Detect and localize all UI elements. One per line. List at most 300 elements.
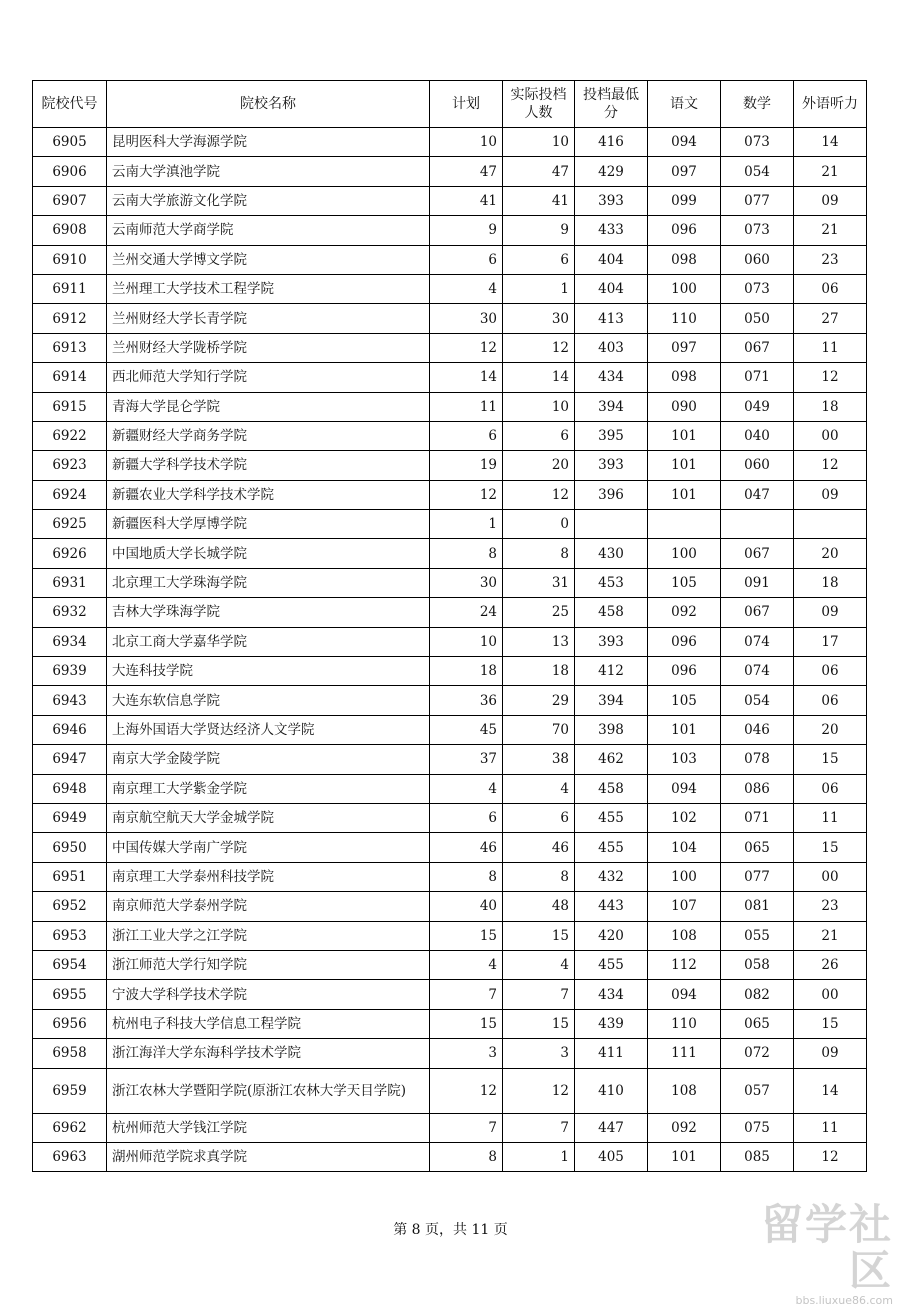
cell-actual-admitted: 46	[503, 833, 575, 862]
cell-school-name: 南京大学金陵学院	[107, 745, 430, 774]
cell-listening: 20	[794, 715, 867, 744]
cell-chinese: 112	[648, 950, 721, 979]
cell-plan: 6	[430, 803, 503, 832]
cell-school-code: 6908	[33, 216, 107, 245]
cell-min-score: 398	[575, 715, 648, 744]
cell-min-score: 443	[575, 892, 648, 921]
cell-school-name: 大连东软信息学院	[107, 686, 430, 715]
cell-plan: 9	[430, 216, 503, 245]
cell-chinese: 108	[648, 1068, 721, 1113]
table-row	[33, 950, 867, 979]
cell-plan: 12	[430, 333, 503, 362]
cell-min-score: 403	[575, 333, 648, 362]
cell-listening: 18	[794, 568, 867, 597]
cell-school-code: 6953	[33, 921, 107, 950]
cell-actual-admitted: 12	[503, 480, 575, 509]
cell-actual-admitted: 20	[503, 451, 575, 480]
cell-min-score: 404	[575, 245, 648, 274]
cell-math: 071	[721, 803, 794, 832]
cell-school-name: 浙江师范大学行知学院	[107, 950, 430, 979]
cell-chinese: 099	[648, 186, 721, 215]
cell-plan: 11	[430, 392, 503, 421]
cell-min-score: 410	[575, 1068, 648, 1113]
cell-chinese: 100	[648, 274, 721, 303]
cell-math: 074	[721, 657, 794, 686]
table-row	[33, 421, 867, 450]
cell-math: 060	[721, 451, 794, 480]
table-row	[33, 216, 867, 245]
cell-listening: 06	[794, 657, 867, 686]
table-row	[33, 657, 867, 686]
cell-math: 065	[721, 833, 794, 862]
table-row	[33, 980, 867, 1009]
table-row	[33, 1113, 867, 1142]
table-row	[33, 1009, 867, 1038]
table-row	[33, 921, 867, 950]
cell-actual-admitted: 38	[503, 745, 575, 774]
cell-math: 073	[721, 274, 794, 303]
cell-min-score: 453	[575, 568, 648, 597]
cell-school-code: 6951	[33, 862, 107, 891]
table-row	[33, 1068, 867, 1113]
cell-actual-admitted: 29	[503, 686, 575, 715]
cell-listening: 06	[794, 774, 867, 803]
cell-actual-admitted: 6	[503, 245, 575, 274]
cell-chinese: 103	[648, 745, 721, 774]
cell-school-name: 西北师范大学知行学院	[107, 363, 430, 392]
cell-min-score: 429	[575, 157, 648, 186]
cell-school-name: 中国地质大学长城学院	[107, 539, 430, 568]
watermark-url: bbs.liuxue86.com	[795, 1294, 893, 1307]
cell-min-score: 458	[575, 774, 648, 803]
cell-plan: 10	[430, 128, 503, 157]
table-row	[33, 304, 867, 333]
cell-school-code: 6925	[33, 510, 107, 539]
cell-actual-admitted: 30	[503, 304, 575, 333]
header-actual-admitted: 实际投档人数	[503, 81, 575, 128]
cell-actual-admitted: 3	[503, 1039, 575, 1068]
cell-chinese: 105	[648, 686, 721, 715]
cell-chinese: 102	[648, 803, 721, 832]
cell-chinese: 096	[648, 627, 721, 656]
cell-math: 054	[721, 686, 794, 715]
cell-chinese: 101	[648, 1142, 721, 1171]
cell-actual-admitted: 12	[503, 1068, 575, 1113]
cell-school-name: 兰州财经大学长青学院	[107, 304, 430, 333]
cell-plan: 46	[430, 833, 503, 862]
table-row	[33, 862, 867, 891]
table-row	[33, 715, 867, 744]
cell-listening: 11	[794, 333, 867, 362]
cell-school-code: 6955	[33, 980, 107, 1009]
cell-actual-admitted: 4	[503, 950, 575, 979]
cell-math: 077	[721, 862, 794, 891]
cell-school-name: 兰州财经大学陇桥学院	[107, 333, 430, 362]
cell-plan: 41	[430, 186, 503, 215]
table-row	[33, 245, 867, 274]
cell-plan: 12	[430, 480, 503, 509]
cell-chinese	[648, 510, 721, 539]
cell-chinese: 094	[648, 980, 721, 1009]
cell-chinese: 110	[648, 1009, 721, 1038]
cell-school-code: 6912	[33, 304, 107, 333]
cell-listening: 20	[794, 539, 867, 568]
cell-min-score: 434	[575, 363, 648, 392]
cell-school-name: 新疆医科大学厚博学院	[107, 510, 430, 539]
cell-plan: 7	[430, 1113, 503, 1142]
cell-actual-admitted: 1	[503, 274, 575, 303]
header-school-code: 院校代号	[33, 81, 107, 128]
cell-school-name: 云南师范大学商学院	[107, 216, 430, 245]
page-footer: 第 8 页，共 11 页	[393, 1222, 508, 1238]
cell-min-score: 404	[575, 274, 648, 303]
cell-listening: 09	[794, 1039, 867, 1068]
cell-school-code: 6924	[33, 480, 107, 509]
cell-listening: 14	[794, 128, 867, 157]
cell-listening	[794, 510, 867, 539]
cell-min-score: 394	[575, 392, 648, 421]
cell-plan: 7	[430, 980, 503, 1009]
cell-math: 057	[721, 1068, 794, 1113]
cell-listening: 12	[794, 363, 867, 392]
cell-min-score: 433	[575, 216, 648, 245]
cell-listening: 23	[794, 245, 867, 274]
cell-school-code: 6932	[33, 598, 107, 627]
cell-plan: 15	[430, 1009, 503, 1038]
cell-actual-admitted: 12	[503, 333, 575, 362]
table-row	[33, 774, 867, 803]
cell-math: 047	[721, 480, 794, 509]
header-school-name: 院校名称	[107, 81, 430, 128]
cell-listening: 09	[794, 598, 867, 627]
table-row	[33, 833, 867, 862]
cell-min-score: 458	[575, 598, 648, 627]
cell-school-name: 昆明医科大学海源学院	[107, 128, 430, 157]
cell-actual-admitted: 14	[503, 363, 575, 392]
cell-chinese: 094	[648, 128, 721, 157]
cell-chinese: 110	[648, 304, 721, 333]
cell-actual-admitted: 15	[503, 1009, 575, 1038]
cell-listening: 15	[794, 1009, 867, 1038]
cell-math: 072	[721, 1039, 794, 1068]
cell-school-code: 6931	[33, 568, 107, 597]
cell-school-code: 6958	[33, 1039, 107, 1068]
table-row	[33, 803, 867, 832]
cell-school-code: 6954	[33, 950, 107, 979]
cell-math: 091	[721, 568, 794, 597]
cell-chinese: 092	[648, 1113, 721, 1142]
cell-min-score	[575, 510, 648, 539]
cell-actual-admitted: 25	[503, 598, 575, 627]
cell-actual-admitted: 8	[503, 539, 575, 568]
table-row	[33, 1039, 867, 1068]
cell-plan: 18	[430, 657, 503, 686]
cell-min-score: 455	[575, 803, 648, 832]
cell-plan: 45	[430, 715, 503, 744]
cell-school-code: 6952	[33, 892, 107, 921]
cell-plan: 19	[430, 451, 503, 480]
cell-listening: 21	[794, 157, 867, 186]
cell-min-score: 396	[575, 480, 648, 509]
cell-min-score: 455	[575, 950, 648, 979]
cell-listening: 11	[794, 803, 867, 832]
cell-listening: 09	[794, 480, 867, 509]
cell-school-code: 6913	[33, 333, 107, 362]
cell-chinese: 107	[648, 892, 721, 921]
cell-school-name: 杭州师范大学钱江学院	[107, 1113, 430, 1142]
cell-min-score: 413	[575, 304, 648, 333]
table-row	[33, 392, 867, 421]
cell-plan: 24	[430, 598, 503, 627]
cell-actual-admitted: 48	[503, 892, 575, 921]
cell-math	[721, 510, 794, 539]
cell-math: 067	[721, 539, 794, 568]
table-row	[33, 333, 867, 362]
cell-listening: 26	[794, 950, 867, 979]
cell-school-code: 6962	[33, 1113, 107, 1142]
cell-min-score: 412	[575, 657, 648, 686]
cell-school-code: 6950	[33, 833, 107, 862]
cell-math: 054	[721, 157, 794, 186]
cell-plan: 15	[430, 921, 503, 950]
cell-school-code: 6943	[33, 686, 107, 715]
table-row	[33, 186, 867, 215]
cell-school-name: 新疆大学科学技术学院	[107, 451, 430, 480]
cell-listening: 12	[794, 451, 867, 480]
cell-listening: 21	[794, 921, 867, 950]
cell-chinese: 096	[648, 216, 721, 245]
cell-school-name: 南京师范大学泰州学院	[107, 892, 430, 921]
cell-actual-admitted: 0	[503, 510, 575, 539]
cell-school-code: 6923	[33, 451, 107, 480]
cell-school-name: 浙江工业大学之江学院	[107, 921, 430, 950]
cell-plan: 8	[430, 862, 503, 891]
cell-school-code: 6959	[33, 1068, 107, 1113]
table-row	[33, 627, 867, 656]
cell-school-name: 北京工商大学嘉华学院	[107, 627, 430, 656]
cell-school-code: 6906	[33, 157, 107, 186]
cell-school-name: 青海大学昆仑学院	[107, 392, 430, 421]
cell-chinese: 108	[648, 921, 721, 950]
cell-school-name: 大连科技学院	[107, 657, 430, 686]
cell-school-code: 6947	[33, 745, 107, 774]
cell-min-score: 394	[575, 686, 648, 715]
cell-school-name: 云南大学旅游文化学院	[107, 186, 430, 215]
cell-plan: 30	[430, 568, 503, 597]
table-row	[33, 128, 867, 157]
cell-school-name: 兰州理工大学技术工程学院	[107, 274, 430, 303]
cell-listening: 11	[794, 1113, 867, 1142]
cell-listening: 21	[794, 216, 867, 245]
cell-school-code: 6911	[33, 274, 107, 303]
cell-listening: 18	[794, 392, 867, 421]
cell-chinese: 097	[648, 157, 721, 186]
cell-plan: 3	[430, 1039, 503, 1068]
cell-chinese: 100	[648, 862, 721, 891]
cell-school-code: 6939	[33, 657, 107, 686]
cell-school-code: 6926	[33, 539, 107, 568]
table-row	[33, 1142, 867, 1171]
cell-chinese: 104	[648, 833, 721, 862]
cell-chinese: 098	[648, 245, 721, 274]
cell-listening: 14	[794, 1068, 867, 1113]
cell-listening: 00	[794, 421, 867, 450]
cell-actual-admitted: 6	[503, 421, 575, 450]
table-row	[33, 451, 867, 480]
cell-plan: 14	[430, 363, 503, 392]
cell-plan: 37	[430, 745, 503, 774]
cell-plan: 8	[430, 1142, 503, 1171]
cell-min-score: 439	[575, 1009, 648, 1038]
cell-min-score: 395	[575, 421, 648, 450]
cell-actual-admitted: 9	[503, 216, 575, 245]
cell-listening: 27	[794, 304, 867, 333]
table-row	[33, 480, 867, 509]
cell-school-name: 上海外国语大学贤达经济人文学院	[107, 715, 430, 744]
cell-school-name: 浙江海洋大学东海科学技术学院	[107, 1039, 430, 1068]
header-chinese: 语文	[648, 81, 721, 128]
table-row	[33, 598, 867, 627]
cell-school-code: 6934	[33, 627, 107, 656]
cell-math: 073	[721, 216, 794, 245]
cell-actual-admitted: 70	[503, 715, 575, 744]
cell-school-code: 6946	[33, 715, 107, 744]
table-row	[33, 892, 867, 921]
cell-math: 058	[721, 950, 794, 979]
cell-plan: 36	[430, 686, 503, 715]
cell-school-code: 6956	[33, 1009, 107, 1038]
cell-school-name: 南京理工大学紫金学院	[107, 774, 430, 803]
cell-plan: 4	[430, 274, 503, 303]
cell-min-score: 393	[575, 186, 648, 215]
cell-actual-admitted: 1	[503, 1142, 575, 1171]
watermark-title: 留学社区	[760, 1200, 893, 1295]
cell-actual-admitted: 31	[503, 568, 575, 597]
cell-plan: 30	[430, 304, 503, 333]
cell-chinese: 096	[648, 657, 721, 686]
watermark-logo	[723, 1200, 893, 1307]
cell-math: 040	[721, 421, 794, 450]
cell-chinese: 100	[648, 539, 721, 568]
cell-min-score: 462	[575, 745, 648, 774]
header-row	[33, 81, 867, 128]
cell-math: 055	[721, 921, 794, 950]
cell-math: 071	[721, 363, 794, 392]
cell-school-code: 6948	[33, 774, 107, 803]
cell-math: 046	[721, 715, 794, 744]
cell-plan: 10	[430, 627, 503, 656]
cell-min-score: 416	[575, 128, 648, 157]
cell-actual-admitted: 10	[503, 392, 575, 421]
cell-chinese: 098	[648, 363, 721, 392]
cell-school-code: 6963	[33, 1142, 107, 1171]
cell-math: 081	[721, 892, 794, 921]
cell-chinese: 101	[648, 421, 721, 450]
cell-actual-admitted: 7	[503, 980, 575, 1009]
cell-listening: 12	[794, 1142, 867, 1171]
cell-plan: 1	[430, 510, 503, 539]
cell-actual-admitted: 13	[503, 627, 575, 656]
cell-math: 078	[721, 745, 794, 774]
header-min-score: 投档最低分	[575, 81, 648, 128]
cell-math: 085	[721, 1142, 794, 1171]
cell-math: 075	[721, 1113, 794, 1142]
cell-school-name: 兰州交通大学博文学院	[107, 245, 430, 274]
table-body	[33, 128, 867, 1172]
cell-school-name: 浙江农林大学暨阳学院(原浙江农林大学天目学院)	[107, 1068, 430, 1113]
header-plan: 计划	[430, 81, 503, 128]
cell-listening: 00	[794, 862, 867, 891]
header-listening: 外语听力	[794, 81, 867, 128]
table-row	[33, 686, 867, 715]
cell-listening: 15	[794, 833, 867, 862]
cell-min-score: 430	[575, 539, 648, 568]
cell-math: 086	[721, 774, 794, 803]
cell-plan: 8	[430, 539, 503, 568]
cell-school-name: 湖州师范学院求真学院	[107, 1142, 430, 1171]
cell-actual-admitted: 18	[503, 657, 575, 686]
cell-min-score: 393	[575, 627, 648, 656]
cell-math: 050	[721, 304, 794, 333]
cell-school-code: 6905	[33, 128, 107, 157]
table-row	[33, 745, 867, 774]
cell-chinese: 111	[648, 1039, 721, 1068]
table-row	[33, 568, 867, 597]
header-math: 数学	[721, 81, 794, 128]
table-row	[33, 363, 867, 392]
cell-listening: 06	[794, 686, 867, 715]
cell-school-name: 吉林大学珠海学院	[107, 598, 430, 627]
cell-math: 060	[721, 245, 794, 274]
cell-chinese: 097	[648, 333, 721, 362]
cell-chinese: 105	[648, 568, 721, 597]
cell-chinese: 101	[648, 480, 721, 509]
cell-plan: 47	[430, 157, 503, 186]
cell-chinese: 092	[648, 598, 721, 627]
cell-min-score: 432	[575, 862, 648, 891]
cell-min-score: 405	[575, 1142, 648, 1171]
cell-min-score: 393	[575, 451, 648, 480]
cell-plan: 12	[430, 1068, 503, 1113]
table-row	[33, 274, 867, 303]
cell-chinese: 101	[648, 451, 721, 480]
cell-min-score: 455	[575, 833, 648, 862]
cell-school-code: 6915	[33, 392, 107, 421]
cell-math: 074	[721, 627, 794, 656]
cell-school-name: 新疆财经大学商务学院	[107, 421, 430, 450]
cell-math: 073	[721, 128, 794, 157]
cell-plan: 40	[430, 892, 503, 921]
cell-school-name: 南京理工大学泰州科技学院	[107, 862, 430, 891]
cell-min-score: 434	[575, 980, 648, 1009]
cell-school-code: 6949	[33, 803, 107, 832]
cell-plan: 6	[430, 421, 503, 450]
cell-chinese: 101	[648, 715, 721, 744]
admission-score-table	[32, 80, 867, 1172]
cell-listening: 17	[794, 627, 867, 656]
cell-min-score: 447	[575, 1113, 648, 1142]
cell-school-name: 新疆农业大学科学技术学院	[107, 480, 430, 509]
cell-min-score: 420	[575, 921, 648, 950]
cell-plan: 4	[430, 950, 503, 979]
cell-chinese: 090	[648, 392, 721, 421]
table-row	[33, 539, 867, 568]
cell-actual-admitted: 8	[503, 862, 575, 891]
cell-math: 082	[721, 980, 794, 1009]
cell-actual-admitted: 47	[503, 157, 575, 186]
cell-school-code: 6922	[33, 421, 107, 450]
cell-actual-admitted: 10	[503, 128, 575, 157]
